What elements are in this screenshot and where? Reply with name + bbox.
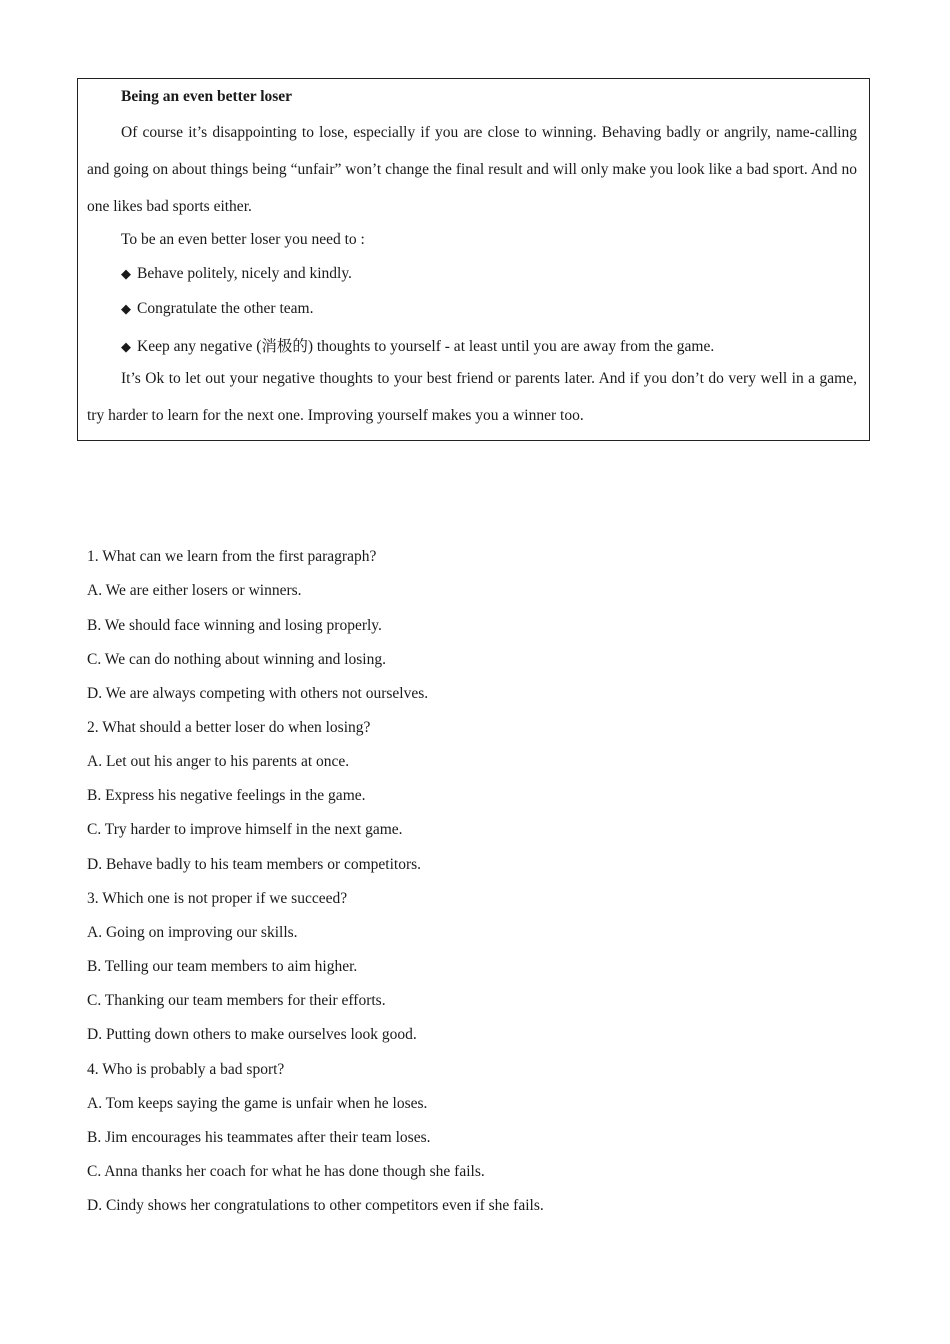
question-4-option-a[interactable]: A. Tom keeps saying the game is unfair when he loses. [87,1095,428,1112]
question-1-option-a[interactable]: A. We are either losers or winners. [87,582,302,599]
question-2-option-a[interactable]: A. Let out his anger to his parents at once. [87,753,350,770]
question-2-option-d[interactable]: D. Behave badly to his team members or competitors. [87,856,422,873]
diamond-bullet-icon: ◆ [121,340,131,355]
question-3-option-d[interactable]: D. Putting down others to make ourselves look good. [87,1026,417,1043]
question-2-option-b[interactable]: B. Express his negative feelings in the game. [87,787,366,804]
passage-bullet-3 [121,334,714,356]
passage-paragraph-2: It’s Ok to let out your negative thoughts to your best friend or parents later. And if you don’t do very well in a game, try harder to learn for the next one. Improving yourself makes you a winner too. [87,370,857,424]
question-1-stem: 1. What can we learn from the first paragraph? [87,548,377,565]
question-2-stem: 2. What should a better loser do when losing? [87,719,371,736]
diamond-bullet-icon: ◆ [121,267,131,282]
passage-intro: To be an even better loser you need to : [121,231,365,248]
question-3-stem: 3. Which one is not proper if we succeed? [87,890,348,907]
question-4-option-c[interactable]: C. Anna thanks her coach for what he has done though she fails. [87,1163,485,1180]
bullet-text: Congratulate the other team. [137,300,314,317]
question-3-option-a[interactable]: A. Going on improving our skills. [87,924,298,941]
question-1-option-c[interactable]: C. We can do nothing about winning and losing. [87,651,386,668]
question-2-option-c[interactable]: C. Try harder to improve himself in the next game. [87,821,403,838]
question-1-option-d[interactable]: D. We are always competing with others not ourselves. [87,685,429,702]
passage-bullet-2 [121,300,313,318]
bullet-text: Behave politely, nicely and kindly. [137,265,352,282]
passage-title: Being an even better loser [121,88,293,105]
question-1-option-b[interactable]: B. We should face winning and losing properly. [87,617,382,634]
diamond-bullet-icon: ◆ [121,302,131,317]
bullet-text: Keep any negative (消极的) thoughts to yourself - at least until you are away from the game. [137,338,715,355]
question-4-stem: 4. Who is probably a bad sport? [87,1061,285,1078]
passage-bullet-1 [121,265,352,283]
question-4-option-d[interactable]: D. Cindy shows her congratulations to other competitors even if she fails. [87,1197,544,1214]
reading-passage-box [77,78,870,441]
question-4-option-b[interactable]: B. Jim encourages his teammates after their team loses. [87,1129,431,1146]
question-3-option-c[interactable]: C. Thanking our team members for their efforts. [87,992,386,1009]
passage-paragraph-1: Of course it’s disappointing to lose, especially if you are close to winning. Behaving badly or angrily, name-calling and going on about things being “unfair” won’t change the final result and will only make you look like a bad sport. And no one likes bad sports either. [87,124,857,215]
question-3-option-b[interactable]: B. Telling our team members to aim higher. [87,958,358,975]
